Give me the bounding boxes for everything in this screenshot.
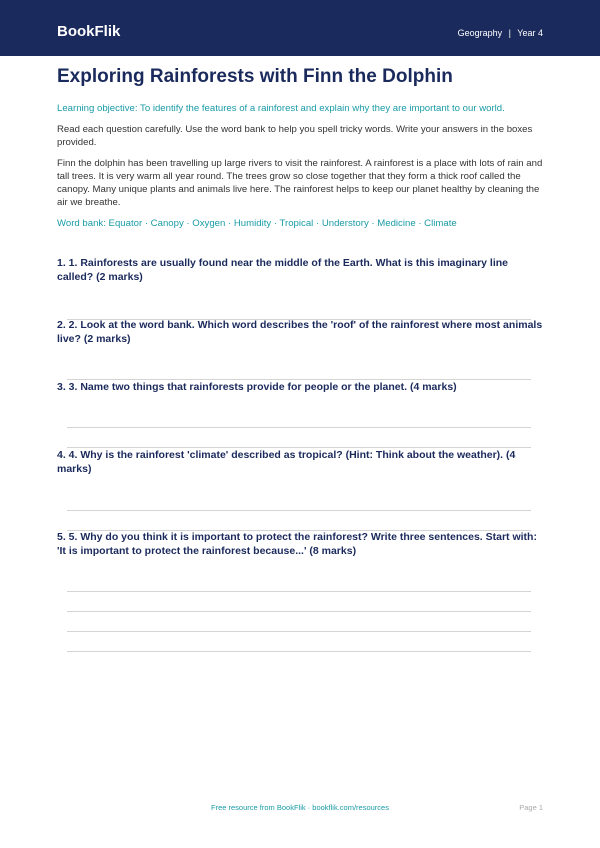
question-4: 4. 4. Why is the rainforest 'climate' described as tropical? (Hint: Think about the weather). (4 marks)	[57, 449, 516, 475]
answer-line-3a[interactable]	[67, 427, 531, 428]
answer-line-4a[interactable]	[67, 510, 531, 511]
answer-line-5b[interactable]	[67, 611, 531, 612]
page-number: Page 1	[519, 803, 543, 812]
question-1: 1. 1. Rainforests are usually found near the middle of the Earth. What is this imaginary line called? (2 marks)	[57, 257, 509, 283]
learning-objective: Learning objective: To identify the features of a rainforest and explain why they are important to our world.	[57, 103, 505, 114]
page-title: Exploring Rainforests with Finn the Dolphin	[57, 66, 453, 87]
footer-credit: Free resource from BookFlik · bookflik.com/resources	[211, 803, 389, 812]
question-2: 2. 2. Look at the word bank. Which word describes the 'roof' of the rainforest where most animals live? (2 marks)	[57, 319, 543, 345]
answer-line-5c[interactable]	[67, 631, 531, 632]
brand-logo: BookFlik	[57, 23, 121, 40]
answer-line-5d[interactable]	[67, 651, 531, 652]
question-5: 5. 5. Why do you think it is important to protect the rainforest? Write three sentences. Start with: 'It is important to protect the rainforest because...' (8 marks)	[57, 531, 537, 557]
intro-text: Finn the dolphin has been travelling up large rivers to visit the rainforest. A rainforest is a place with lots of rain and tall trees. It is very warm all year round. The trees grow so close together that they form a thick roof called the canopy. Many unique plants and animals live here. The rainforest helps to keep our planet healthy by cleaning the air we breathe.	[57, 158, 543, 208]
question-3: 3. 3. Name two things that rainforests provide for people or the planet. (4 marks)	[57, 381, 457, 393]
answer-line-5a[interactable]	[67, 591, 531, 592]
subject-year-label	[458, 28, 543, 38]
page-header	[0, 0, 600, 56]
subject-label: Geography	[457, 28, 503, 38]
word-bank: Word bank: Equator · Canopy · Oxygen · Humidity · Tropical · Understory · Medicine · Climate	[57, 218, 457, 229]
meta-separator: |	[508, 28, 511, 38]
worksheet-intro	[57, 66, 543, 230]
instructions-text: Read each question carefully. Use the word bank to help you spell tricky words. Write your answers in the boxes provided.	[57, 124, 533, 148]
year-label: Year 4	[517, 28, 543, 38]
